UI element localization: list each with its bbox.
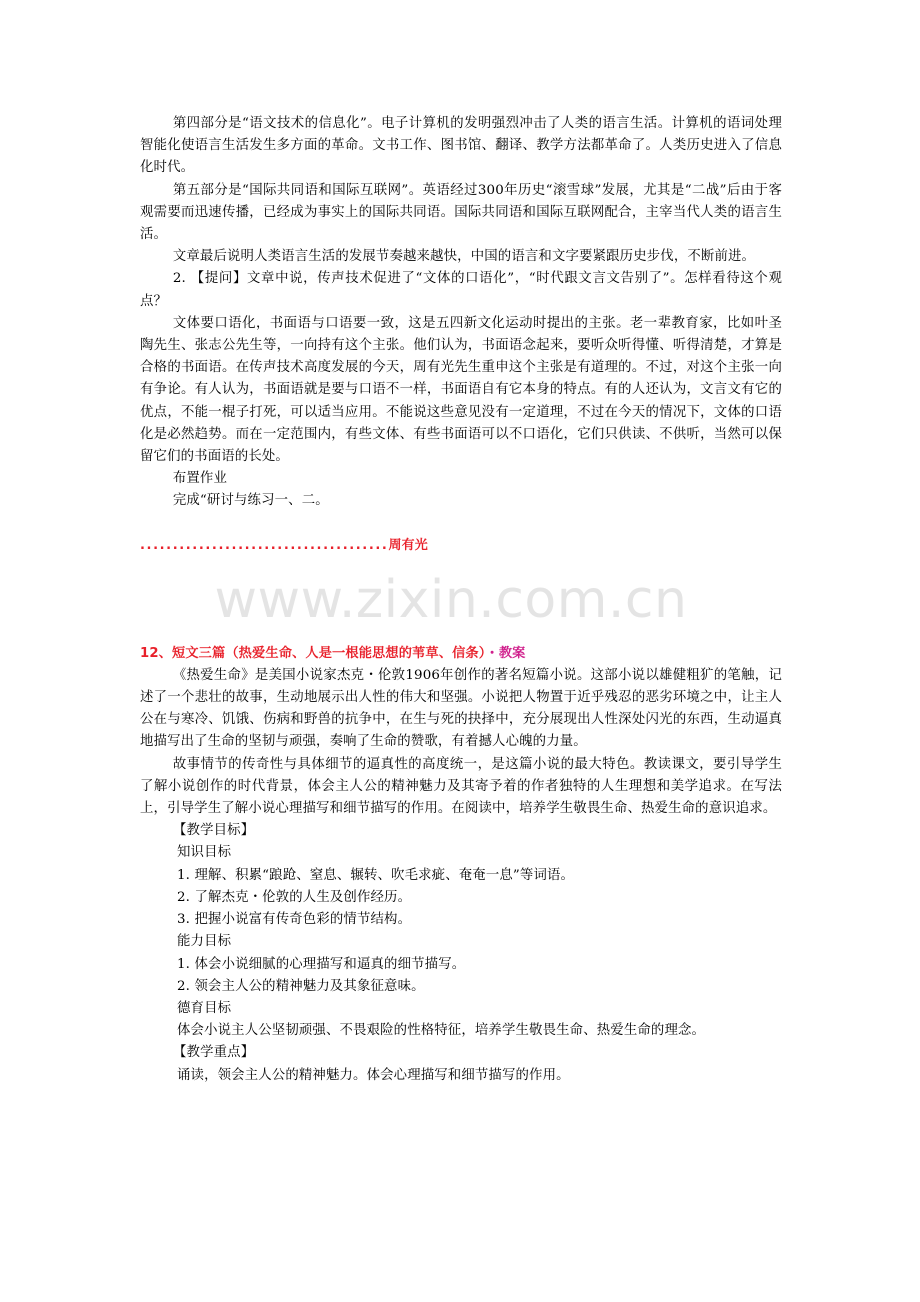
ability-goals-heading: 能力目标 [177, 934, 232, 950]
moral-goal-1: 体会小说主人公坚韧顽强、不畏艰险的性格特征，培养学生敬畏生命、热爱生命的理念。 [177, 1023, 706, 1039]
knowledge-goal-1: 1. 理解、积累“踉跄、窒息、辗转、吹毛求疵、奄奄一息”等词语。 [177, 867, 575, 883]
paragraph-part-five: 第五部分是“国际共同语和国际互联网”。英语经过300年历史“滚雪球”发展，尤其是“二战”后由于客观需要而迅速传播，已经成为事实上的国际共同语。国际共同语和国际互联网配合，主宰当代人类的语言生活。 [140, 182, 782, 243]
paragraph-feature: 故事情节的传奇性与具体细节的逼真性的高度统一，是这篇小说的最大特色。教读课文，要引导学生了解小说创作的时代背景，体会主人公的精神魅力及其寄予着的作者独特的人生理想和美学追求。在写法上，引导学生了解小说心理描写和细节描写的作用。在阅读中，培养学生敬畏生命、热爱生命的意识追求。 [140, 756, 782, 817]
paragraph-answer: 文体要口语化，书面语与口语要一致，这是五四新文化运动时提出的主张。老一辈教育家，比如叶圣陶先生、张志公先生等，一向持有这个主张。他们认为，书面语念起来，要听众听得懂、听得清楚，才算是合格的书面语。在传声技术高度发展的今天，周有光先生重申这个主张是有道理的。不过，对这个主张一向有争论。有人认为，书面语就是要与口语不一样，书面语自有它本身的特点。有的人还认为，文言文有它的优点，不能一棍子打死，可以适当应用。不能说这些意见没有一定道理，不过在今天的情况下，文体的口语化是必然趋势。而在一定范围内，有些文体、有些书面语可以不口语化，它们只供读、不供听，当然可以保留它们的书面语的长处。 [140, 315, 782, 465]
document-body [140, 113, 782, 1087]
section-title [140, 643, 782, 665]
ability-goal-1: 1. 体会小说细腻的心理描写和逼真的细节描写。 [177, 956, 466, 972]
divider-dots: ...................................... [140, 537, 389, 553]
homework-task: 完成“研讨与练习一、二。 [172, 493, 329, 509]
section-title-tag: ・教案 [485, 645, 526, 661]
author-divider [140, 535, 782, 557]
homework-heading: 布置作业 [172, 471, 227, 487]
teaching-focus-text: 诵读，领会主人公的精神魅力。体会心理描写和细节描写的作用。 [177, 1067, 570, 1083]
moral-goals-heading: 德育目标 [177, 1000, 232, 1016]
section-title-text: 12、短文三篇（热爱生命、人是一根能思想的苇草、信条） [140, 645, 486, 661]
knowledge-goal-3: 3. 把握小说富有传奇色彩的情节结构。 [177, 912, 412, 928]
author-name: 周有光 [388, 537, 428, 553]
teaching-goals-heading: 【教学目标】 [173, 823, 255, 839]
paragraph-question: 2. 【提问】文章中说，传声技术促进了“文体的口语化”，“时代跟文言文告别了”。怎样看待这个观点？ [140, 271, 782, 309]
paragraph-part-four: 第四部分是“语文技术的信息化”。电子计算机的发明强烈冲击了人类的语言生活。计算机的语词处理智能化使语言生活发生多方面的革命。文书工作、图书馆、翻译、教学方法都革命了。人类历史进入了信息化时代。 [140, 116, 782, 176]
watermark-text: www.zixin.com.cn [214, 569, 688, 630]
knowledge-goal-2: 2. 了解杰克・伦敦的人生及创作经历。 [177, 889, 412, 905]
ability-goal-2: 2. 领会主人公的精神魅力及其象征意味。 [177, 978, 425, 994]
knowledge-goals-heading: 知识目标 [177, 845, 232, 861]
teaching-focus-heading: 【教学重点】 [173, 1045, 255, 1061]
paragraph-conclusion: 文章最后说明人类语言生活的发展节奏越来越快，中国的语言和文字要紧跟历史步伐，不断前进。 [172, 249, 756, 265]
paragraph-intro: 《热爱生命》是美国小说家杰克・伦敦1906年创作的著名短篇小说。这部小说以雄健粗犷的笔触，记述了一个悲壮的故事，生动地展示出人性的伟大和坚强。小说把人物置于近乎残忍的恶劣环境之中，让主人公在与寒冷、饥饿、伤病和野兽的抗争中，在生与死的抉择中，充分展现出人性深处闪光的东西，生动逼真地描写出了生命的坚韧与顽强，奏响了生命的赞歌，有着撼人心魄的力量。 [140, 667, 782, 750]
